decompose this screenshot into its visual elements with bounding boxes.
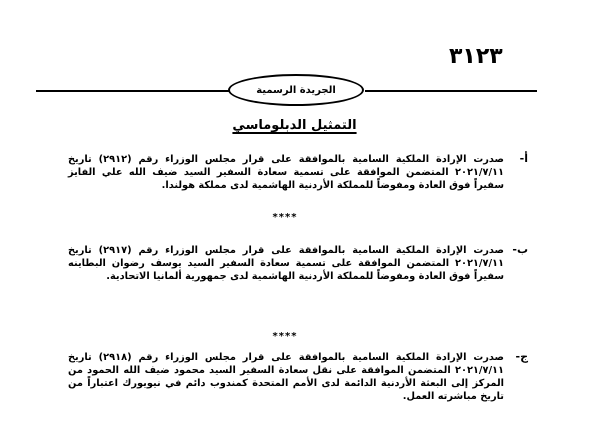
- entry-text-c: صدرت الإرادة الملكية السامية بالموافقة على قرار مجلس الوزراء رقم (٢٩١٨) تاريخ ٢٠٢١/٧/١١ المتضمن الموافقة على نقل سعادة السفير السيد محمود ضيف الله الحمود من المركز إلى البعثة الأردنية الدائمة لدى الأمم المتحدة كمندوب دائم في نيويورك اعتباراً من تاريخ مباشرته العمل.: [68, 352, 505, 402]
- entry-marker-b: ب-: [512, 243, 528, 256]
- page-number: ٣١٢٣: [449, 44, 503, 69]
- masthead-rule-right: [365, 90, 537, 92]
- masthead-rule-left: [36, 90, 229, 92]
- entry-marker-c: ج-: [515, 350, 528, 363]
- masthead-oval: [228, 74, 364, 106]
- entry-text-a: صدرت الإرادة الملكية السامية بالموافقة على قرار مجلس الوزراء رقم (٢٩١٢) تاريخ ٢٠٢١/٧/١١ المتضمن الموافقة على تسمية سعادة السفير السيد ضيف الله علي الفايز سفيراً فوق العادة ومفوضاً للمملكة الأردنية الهاشمية لدى مملكة هولندا.: [68, 154, 505, 191]
- separator-2: ****: [272, 331, 298, 342]
- section-title: التمثيل الدبلوماسي: [232, 118, 357, 133]
- gazette-name: الجريدة الرسمية: [256, 84, 336, 96]
- entry-text-b: صدرت الإرادة الملكية السامية بالموافقة على قرار مجلس الوزراء رقم (٢٩١٧) تاريخ ٢٠٢١/٧/١١ المتضمن الموافقة على تسمية سعادة السفير السيد يوسف رضوان البطاينه سفيراً فوق العادة ومفوضاً للمملكة الأردنية الهاشمية لدى جمهورية ألمانيا الاتحادية.: [68, 245, 505, 282]
- separator-1: ****: [272, 212, 298, 223]
- entry-marker-a: أ-: [519, 152, 528, 165]
